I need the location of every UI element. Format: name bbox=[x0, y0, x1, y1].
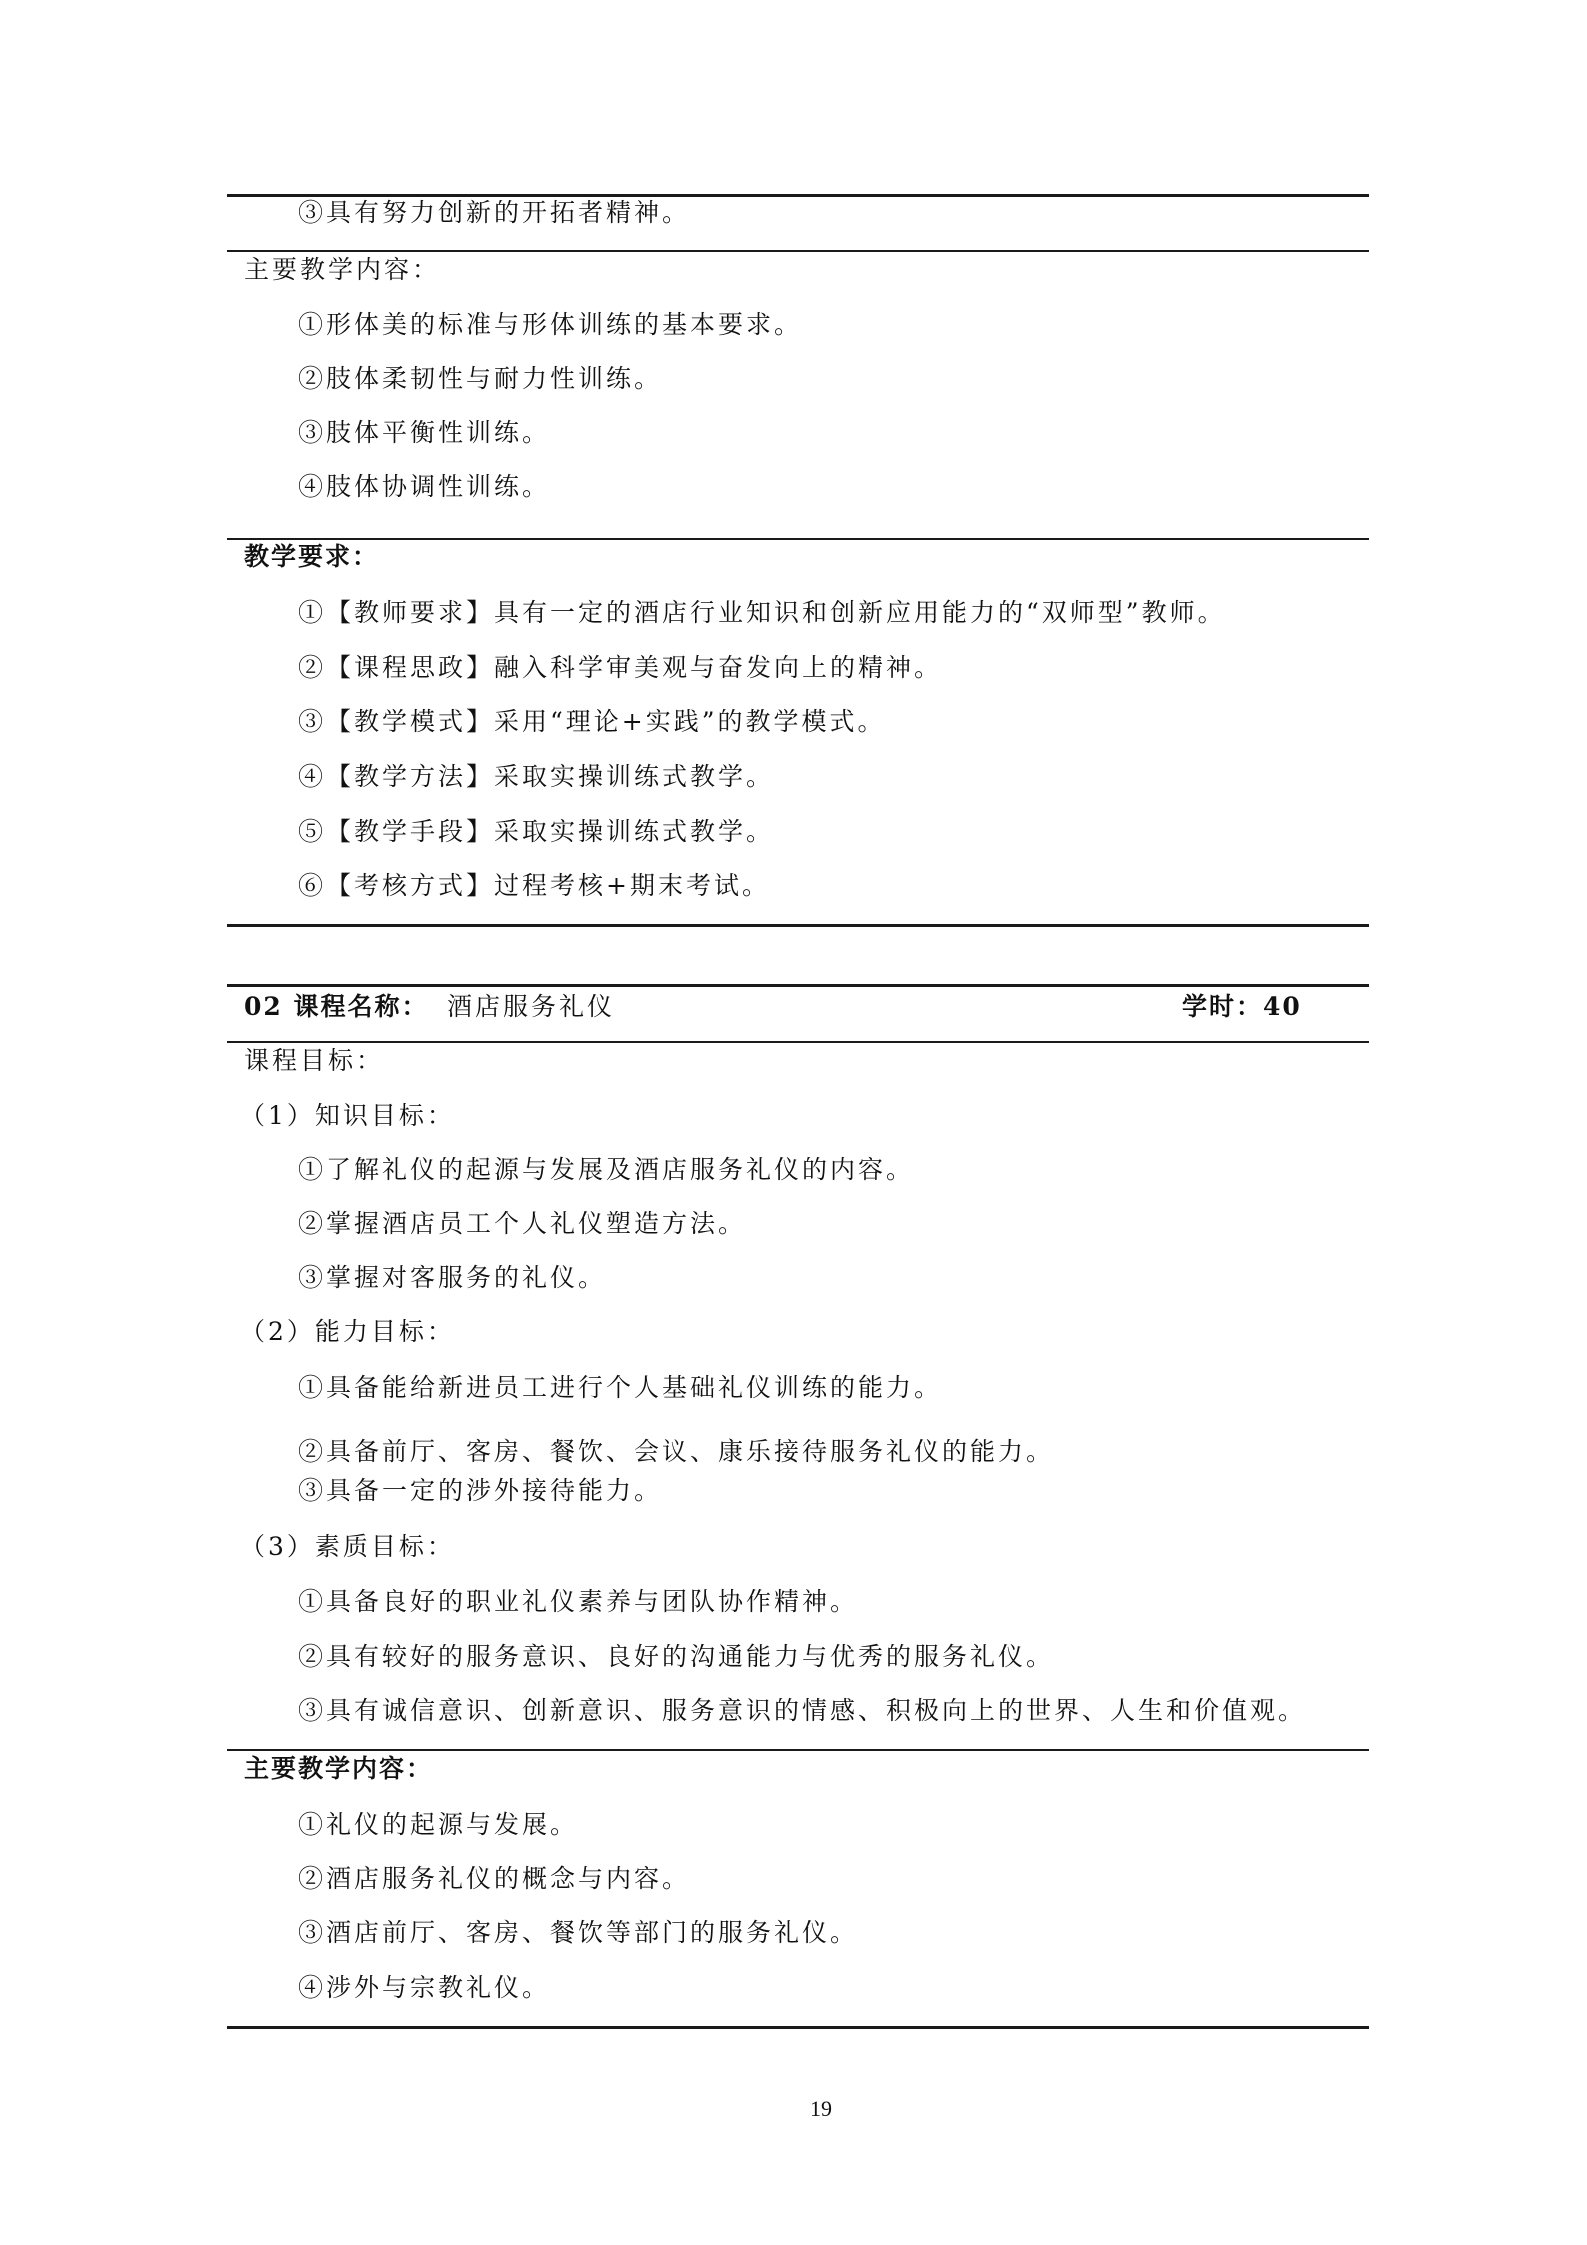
requirements-heading: 教学要求： bbox=[244, 542, 380, 571]
content-item: ④肢体协调性训练。 bbox=[298, 472, 551, 501]
content-item: ②肢体柔韧性与耐力性训练。 bbox=[298, 364, 663, 393]
ability-item: ②具备前厅、客房、餐饮、会议、康乐接待服务礼仪的能力。 bbox=[298, 1437, 1055, 1466]
quality-item: ②具有较好的服务意识、良好的沟通能力与优秀的服务礼仪。 bbox=[298, 1642, 1055, 1671]
knowledge-item: ①了解礼仪的起源与发展及酒店服务礼仪的内容。 bbox=[298, 1155, 915, 1184]
top-table-border bbox=[227, 984, 1369, 987]
content-item: ③酒店前厅、客房、餐饮等部门的服务礼仪。 bbox=[298, 1918, 859, 1947]
content-heading: 主要教学内容： bbox=[244, 1754, 434, 1783]
bottom-table-border bbox=[227, 924, 1369, 927]
content-item: ①礼仪的起源与发展。 bbox=[298, 1810, 579, 1839]
bottom-table-border bbox=[227, 2026, 1369, 2029]
ability-heading: （2）能力目标： bbox=[240, 1317, 455, 1346]
content-item: ②酒店服务礼仪的概念与内容。 bbox=[298, 1864, 691, 1893]
requirement-item: ⑤【教学手段】采取实操训练式教学。 bbox=[298, 817, 775, 846]
requirement-item: ⑥【考核方式】过程考核+期末考试。 bbox=[298, 871, 770, 900]
row-divider bbox=[227, 250, 1369, 252]
content-item: ①形体美的标准与形体训练的基本要求。 bbox=[298, 310, 803, 339]
knowledge-item: ③掌握对客服务的礼仪。 bbox=[298, 1263, 607, 1292]
requirement-item: ③【教学模式】采用“理论+实践”的教学模式。 bbox=[298, 707, 886, 736]
quality-item: ③具有诚信意识、创新意识、服务意识的情感、积极向上的世界、人生和价值观。 bbox=[298, 1696, 1307, 1725]
content-item: ③肢体平衡性训练。 bbox=[298, 418, 551, 447]
knowledge-item: ②掌握酒店员工个人礼仪塑造方法。 bbox=[298, 1209, 747, 1238]
row-divider bbox=[227, 1749, 1369, 1751]
requirement-item: ①【教师要求】具有一定的酒店行业知识和创新应用能力的“双师型”教师。 bbox=[298, 598, 1226, 627]
row-divider bbox=[227, 1041, 1369, 1043]
content-item: ④涉外与宗教礼仪。 bbox=[298, 1973, 551, 2002]
course-hours: 学时：40 bbox=[1182, 992, 1302, 1021]
requirement-item: ④【教学方法】采取实操训练式教学。 bbox=[298, 762, 775, 791]
page-number: 19 bbox=[810, 2096, 832, 2121]
quality-heading: （3）素质目标： bbox=[240, 1532, 455, 1561]
course-name-label: 02 课程名称： bbox=[244, 992, 429, 1021]
content-heading: 主要教学内容： bbox=[244, 255, 441, 284]
knowledge-heading: （1）知识目标： bbox=[240, 1101, 455, 1130]
requirement-item: ②【课程思政】融入科学审美观与奋发向上的精神。 bbox=[298, 653, 943, 682]
goal-line: ③具有努力创新的开拓者精神。 bbox=[298, 198, 691, 227]
course-name-value: 酒店服务礼仪 bbox=[447, 992, 616, 1021]
quality-item: ①具备良好的职业礼仪素养与团队协作精神。 bbox=[298, 1587, 859, 1616]
goals-heading: 课程目标： bbox=[244, 1046, 385, 1075]
ability-item: ①具备能给新进员工进行个人基础礼仪训练的能力。 bbox=[298, 1373, 943, 1402]
row-divider bbox=[227, 538, 1369, 540]
ability-item: ③具备一定的涉外接待能力。 bbox=[298, 1476, 663, 1505]
